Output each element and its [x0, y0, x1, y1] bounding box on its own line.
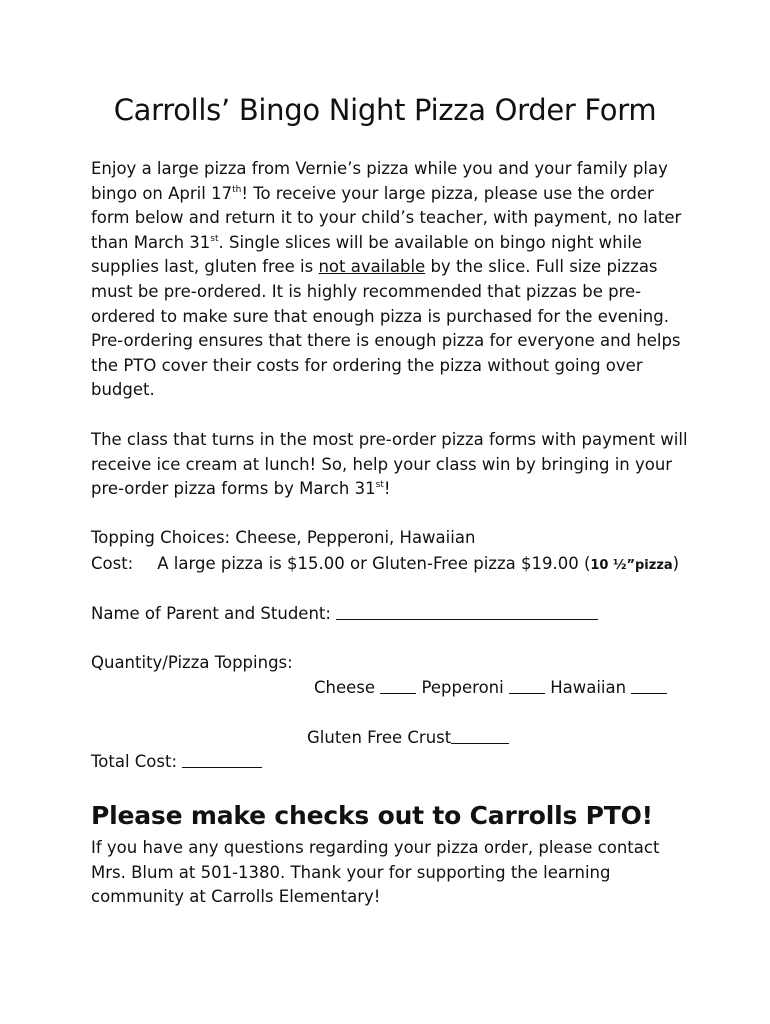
not-available-underlined: not available [318, 257, 426, 277]
topping-choices: Topping Choices: Cheese, Pepperoni, Hawaiian [91, 528, 476, 547]
name-field-row [91, 602, 598, 627]
total-cost-row [91, 750, 262, 775]
intro-text-d: by the slice. Full size pizzas must be pre-ordered. It is highly recommended that pizzas be pre-ordered to make sure that enough pizza is purchased for the evening. Pre-ordering ensures that there is enough pizza for everyone and helps the PTO cover their costs for ordering the pizza without going over budget. [91, 257, 681, 400]
hawaiian-quantity-field[interactable] [631, 679, 667, 694]
cost-line [91, 552, 679, 579]
cheese-label: Cheese [314, 678, 376, 697]
gluten-free-label: Gluten Free Crust [307, 728, 452, 747]
gluten-free-row [307, 726, 509, 751]
contest-superscript: st [375, 480, 384, 491]
contest-text-a: The class that turns in the most pre-order pizza forms with payment will receive ice cream at lunch! So, help your class win by bringing in your pre-order pizza forms by March 31 [91, 430, 688, 499]
intro-superscript-b: st [210, 233, 219, 244]
total-cost-label: Total Cost: [91, 752, 178, 771]
contact-paragraph: If you have any questions regarding your pizza order, please contact Mrs. Blum at 501-1380. Thank your for supporting the learning community at Carrolls Elementary! [91, 838, 660, 907]
intro-paragraph [91, 157, 691, 403]
cost-close-paren: ) [672, 554, 680, 573]
intro-text-a: Enjoy a large pizza from Vernie’s pizza while you and your family play bingo on April 17 [91, 159, 668, 203]
total-cost-field[interactable] [182, 753, 262, 768]
pepperoni-label: Pepperoni [421, 678, 504, 697]
checks-heading: Please make checks out to Carrolls PTO! [91, 801, 653, 830]
cost-text: A large pizza is $15.00 or Gluten-Free pizza $19.00 ( [157, 554, 591, 573]
pepperoni-quantity-field[interactable] [509, 679, 545, 694]
contest-text-b: ! [383, 479, 391, 499]
page-title: Carrolls’ Bingo Night Pizza Order Form [113, 93, 657, 127]
name-field[interactable] [336, 605, 598, 620]
contest-paragraph [91, 428, 691, 502]
name-label: Name of Parent and Student: [91, 604, 331, 623]
intro-text-c: . Single slices will be available on bingo night while supplies last, gluten free is [91, 232, 642, 277]
cheese-quantity-field[interactable] [380, 679, 416, 694]
topping-quantity-row [314, 676, 667, 701]
quantity-label: Quantity/Pizza Toppings: [91, 653, 293, 672]
hawaiian-label: Hawaiian [550, 678, 627, 697]
gluten-free-quantity-field[interactable] [451, 729, 509, 744]
gluten-free-size-note: 10 ½”pizza [590, 558, 673, 573]
intro-superscript-a: th [232, 184, 242, 195]
intro-text-b: ! To receive your large pizza, please use the order form below and return it to your child’s teacher, with payment, no later than March 31 [91, 183, 682, 252]
cost-label: Cost: [91, 554, 134, 573]
